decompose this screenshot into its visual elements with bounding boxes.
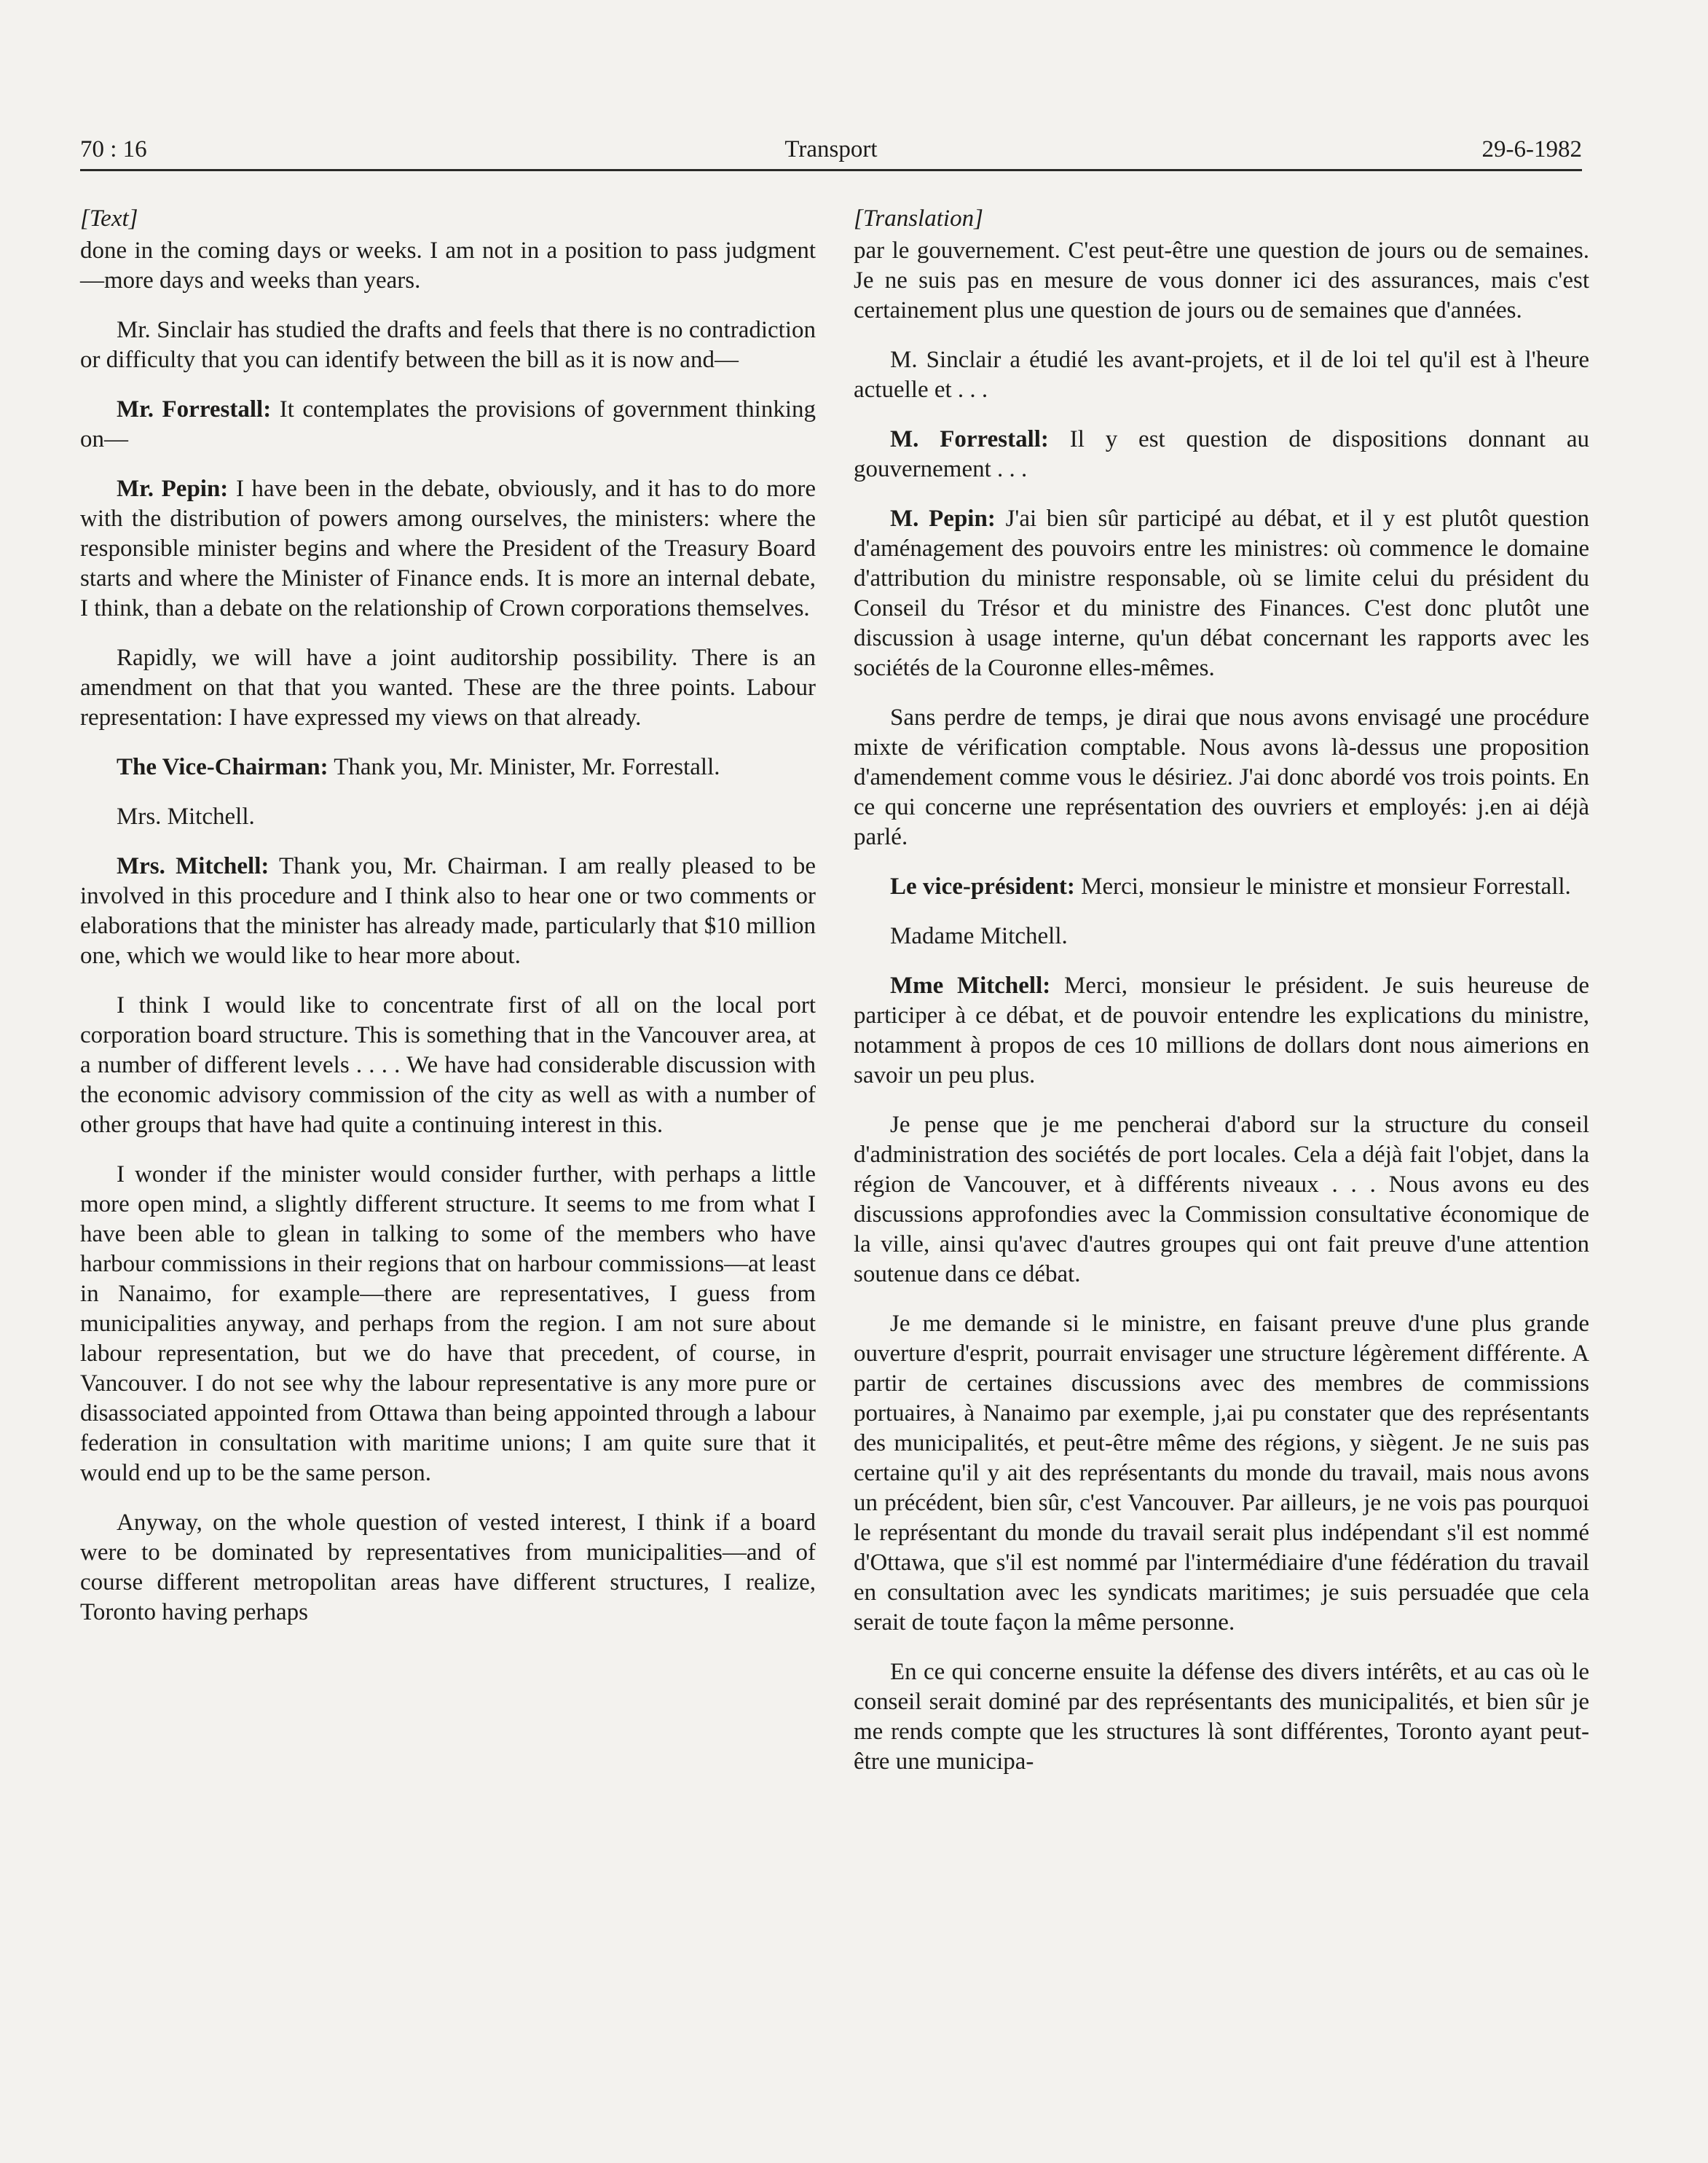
paragraph: Le vice-président: Merci, monsieur le ministre et monsieur Forrestall. — [890, 874, 1571, 900]
paragraph: Mr. Sinclair has studied the drafts and feels that there is no contradiction or difficulty that you can identify between the bill as it is now and— — [80, 317, 816, 373]
paragraph: Je me demande si le ministre, en faisant preuve d'une plus grande ouverture d'esprit, pourrait envisager une structure légèrement différente. A partir de certaines discussions avec des membres de commissions portuaires, à Nanaimo par exemple, j,ai pu constater que des représentants des municipalités, et peut-être même des régions, y siègent. Je ne suis pas certaine qu'il y ait des représentants du monde du travail, mais nous avons un précédent, bien sûr, c'est Vancouver. Par ailleurs, je ne vois pas pourquoi le représentant du monde du travail serait plus indépendant s'il est nommé d'Ottawa, que s'il est nommé par l'intermédiaire d'une fédération du travail en consultation avec les syndicats maritimes; je suis persuadée que cela serait de toute façon la même personne. — [854, 1311, 1589, 1636]
speaker-name: Le vice-président: — [890, 874, 1075, 900]
speaker-name: Mme Mitchell: — [890, 973, 1051, 999]
french-column — [854, 204, 1589, 1797]
page-title: Transport — [784, 136, 878, 162]
speaker-name: Mrs. Mitchell: — [117, 853, 269, 879]
paragraph: I think I would like to concentrate first of all on the local port corporation board structure. This is something that in the Vancouver area, at a number of different levels . . . . We have had considerable discussion with the economic advisory commission of the city as well as with a number of other groups that have had quite a continuing interest in this. — [80, 992, 816, 1138]
text-tag: [Text] — [80, 205, 138, 232]
paragraph: Mme Mitchell: Merci, monsieur le président. Je suis heureuse de participer à ce débat, et de pouvoir entendre les explications du ministre, notamment à propos de ces 10 millions de dollars dont nous aimerions en savoir un peu plus. — [854, 973, 1590, 1088]
speaker-name: M. Pepin: — [890, 506, 996, 532]
english-column — [80, 204, 816, 1647]
page-number: 70 : 16 — [80, 136, 147, 162]
paragraph: Mr. Pepin: I have been in the debate, obviously, and it has to do more with the distribution of powers among ourselves, the ministers: where the responsible minister begins and where the President of the Treasury Board starts and where the Minister of Finance ends. It is more an internal debate, I think, than a debate on the relationship of Crown corporations themselves. — [80, 476, 816, 621]
paragraph: En ce qui concerne ensuite la défense des divers intérêts, et au cas où le conseil serait dominé par des représentants des municipalités, et bien sûr je me rends compte que les structures là sont différentes, Toronto ayant peut-être une municipa- — [854, 1659, 1589, 1775]
page-header — [80, 131, 1582, 171]
paragraph: Madame Mitchell. — [890, 923, 1068, 949]
speaker-name: Mr. Pepin: — [117, 476, 229, 502]
paragraph: done in the coming days or weeks. I am not in a position to pass judgment—more days and weeks than years. — [80, 238, 816, 294]
paragraph: Rapidly, we will have a joint auditorship possibility. There is an amendment on that that you wanted. These are the three points. Labour representation: I have expressed my views on that already. — [80, 645, 816, 731]
paragraph: Mr. Forrestall: It contemplates the provisions of government thinking on— — [80, 396, 816, 452]
speaker-name: The Vice-Chairman: — [117, 754, 328, 780]
paragraph: Anyway, on the whole question of vested interest, I think if a board were to be dominated by representatives from municipalities—and of course different metropolitan areas have different structures, I realize, Toronto having perhaps — [80, 1510, 816, 1625]
speaker-name: Mr. Forrestall: — [117, 396, 272, 423]
paragraph: Mrs. Mitchell. — [117, 804, 255, 830]
paragraph: I wonder if the minister would consider further, with perhaps a little more open mind, a slightly different structure. It seems to me from what I have been able to glean in talking to some of the members who have harbour commissions in their regions that on harbour commissions—at least in Nanaimo, for example—there are representatives, I guess from municipalities anyway, and perhaps from the region. I am not sure about labour representation, but we do have that precedent, of course, in Vancouver. I do not see why the labour representative is any more pure or disassociated appointed from Ottawa than being appointed through a labour federation in consultation with maritime unions; I am quite sure that it would end up to be the same person. — [80, 1161, 816, 1486]
paragraph: The Vice-Chairman: Thank you, Mr. Minister, Mr. Forrestall. — [117, 754, 720, 780]
paragraph: M. Sinclair a étudié les avant-projets, et il de loi tel qu'il est à l'heure actuelle et . . . — [854, 347, 1589, 403]
translation-tag: [Translation] — [854, 205, 983, 232]
paragraph: par le gouvernement. C'est peut-être une question de jours ou de semaines. Je ne suis pas en mesure de vous donner ici des assurances, mais c'est certainement plus une question de jours ou de semaines que d'années. — [854, 238, 1589, 323]
paragraph: Sans perdre de temps, je dirai que nous avons envisagé une procédure mixte de vérification comptable. Nous avons là-dessus une proposition d'amendement comme vous le désiriez. J'ai donc abordé vos trois points. En ce qui concerne une représentation des ouvriers et employés: j.en ai déjà parlé. — [854, 704, 1589, 850]
paragraph: M. Pepin: J'ai bien sûr participé au débat, et il y est plutôt question d'aménagement des pouvoirs entre les ministres: où commence le domaine d'attribution du ministre responsable, où se limite celui du président du Conseil du Trésor et du ministre des Finances. C'est donc plutôt une discussion à usage interne, qu'un débat concernant les rapports avec les sociétés de la Couronne elles-mêmes. — [854, 506, 1590, 681]
page-date: 29-6-1982 — [1481, 136, 1582, 162]
paragraph: M. Forrestall: Il y est question de dispositions donnant au gouvernement . . . — [854, 426, 1590, 482]
paragraph: Mrs. Mitchell: Thank you, Mr. Chairman. I am really pleased to be involved in this procedure and I think also to hear one or two comments or elaborations that the minister has already made, particularly that $10 million one, which we would like to hear more about. — [80, 853, 816, 969]
paragraph: Je pense que je me pencherai d'abord sur la structure du conseil d'administration des sociétés de port locales. Cela a déjà fait l'objet, dans la région de Vancouver, et à différents niveaux . . . Nous avons eu des discussions approfondies avec la Commission consultative économique de la ville, ainsi qu'avec d'autres groupes qui ont fait preuve d'une attention soutenue dans ce débat. — [854, 1112, 1589, 1287]
speaker-name: M. Forrestall: — [890, 426, 1049, 452]
